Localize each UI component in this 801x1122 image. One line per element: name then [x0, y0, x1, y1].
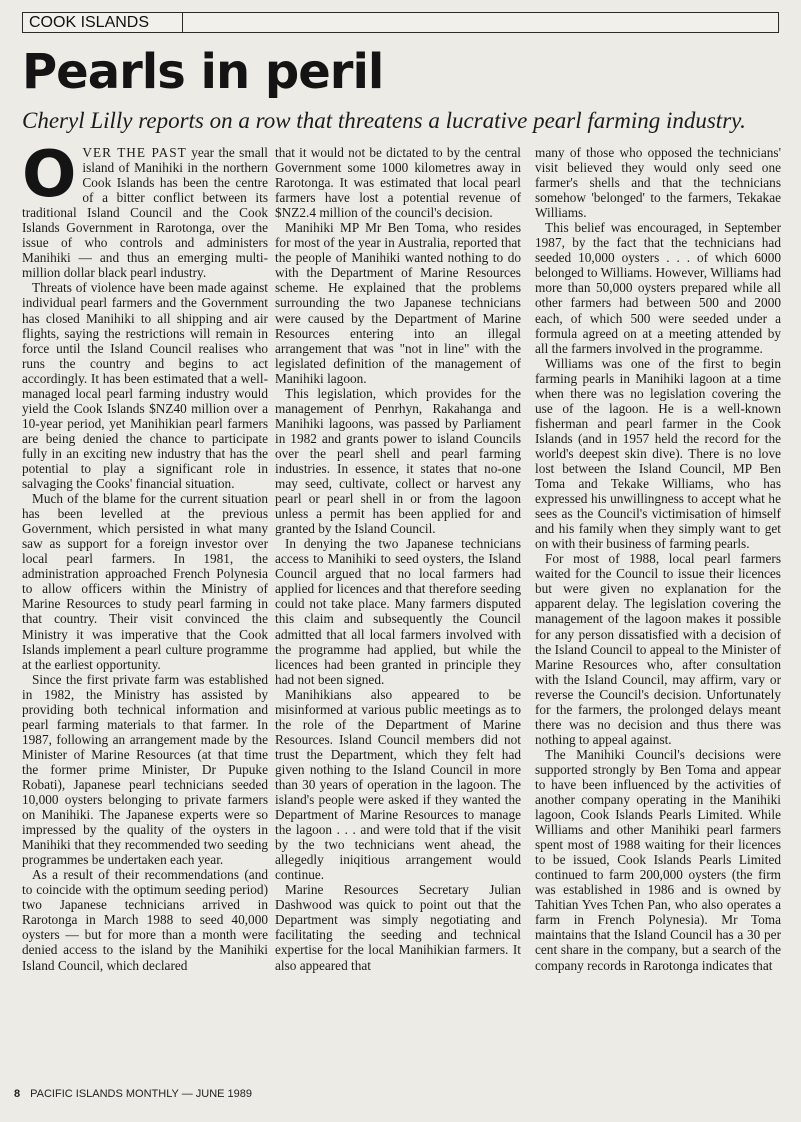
article-column-3 [535, 145, 781, 1079]
paragraph: Threats of violence have been made against individual pearl farmers and the Government has closed Manihiki to all shipping and air flights, saying the restrictions will remain in force until the Island Council realises who runs the country and begins to act accordingly. It has been estimated that a well-managed local pearl farming industry would yield the Cook Islands $NZ40 million over a 10-year period, yet Manihikian pearl farmers are being denied the chance to participate fully in an exciting new industry that has the potential to play a significant role in salvaging the Cooks' financial situation. [22, 280, 268, 492]
paragraph: Manihikians also appeared to be misinformed at various public meetings as to the role of the Department of Marine Resources. Island Council members did not trust the Department, which they felt had given nothing to the Island Council in more than 30 years of operation in the lagoon. The island's people were asked if they wanted the Department of Marine Resources to manage the lagoon . . . and were told that if the visit by the two technicians went ahead, the allegedly iniqitious arrangement would continue. [275, 686, 521, 883]
standfirst: Cheryl Lilly reports on a row that threatens a lucrative pearl farming industry. [22, 108, 746, 133]
section-bar [22, 12, 779, 33]
paragraph: Manihiki MP Mr Ben Toma, who resides for most of the year in Australia, reported that the people of Manihiki wanted nothing to do with the Department of Marine Resources scheme. He explained that the problems surrounding the two Japanese technicians were caused by the Department of Marine Resources entering into an illegal arrangement that was "not in line" with the legislated definition of the management of Manihiki lagoon. [275, 220, 521, 386]
paragraph: As a result of their recommendations (and to coincide with the optimum seeding period) two Japanese technicians arrived in Rarotonga in March 1988 to seed 40,000 oysters — but for more than a month were denied access to the island by the Manihiki Island Council, which declared [22, 867, 268, 973]
article-column-1 [22, 145, 268, 1079]
paragraph: This belief was encouraged, in September 1987, by the fact that the technicians had seeded 10,000 oysters . . . of which 6000 belonged to Williams. However, Williams had more than 50,000 oysters prepared while all other farmers had between 500 and 2000 each, of which 500 were seeded under a formula agreed on at a meeting attended by all the farmers involved in the programme. [535, 220, 781, 356]
publication-line: PACIFIC ISLANDS MONTHLY — JUNE 1989 [30, 1088, 253, 1100]
paragraph: that it would not be dictated to by the central Government some 1000 kilometres away in Rarotonga. It was estimated that local pearl farmers have lost a potential revenue of $NZ2.4 million of the council's decision. [275, 145, 521, 221]
article-column-2 [275, 145, 521, 1079]
paragraph: Marine Resources Secretary Julian Dashwood was quick to point out that the Department was simply negotiating and facilitating the seeding and technical expertise for the local Manihikian farmers. It also appeared that [275, 882, 521, 973]
paragraph: For most of 1988, local pearl farmers waited for the Council to issue their licences but were given no explanation for the apparent delay. The legislation covering the management of the lagoon makes it possible for any person dissatisfied with a decision of the Island Council to appeal to the Minister of Marine Resources who, after consultation with the Island Council, may affirm, vary or reverse the Council's decision. Unfortunately for the farmers, the prolonged delays meant there was no decision and thus there was nothing to appeal against. [535, 551, 781, 747]
lead-small-caps: VER THE PAST [82, 145, 187, 160]
paragraph: Much of the blame for the current situation has been levelled at the previous Government, which persisted in what many saw as support for a foreign investor over local pearl farmers. In 1981, the administration approached French Polynesia to allow officers within the Ministry of Marine Resources to study pearl farming in that country. Their visit convinced the Ministry it was imperative that the Cook Islands implement a pearl culture programme at the earliest opportunity. [22, 491, 268, 672]
page-footer [14, 1088, 252, 1100]
section-label: COOK ISLANDS [23, 13, 183, 32]
paragraph: In denying the two Japanese technicians access to Manihiki to seed oysters, the Island Council argued that no local farmers had applied for licences and that therefore seeding could not take place. Many farmers disputed this claim and subsequently the Council admitted that all local farmers involved with the programme had applied, but while the licences had been granted in principle they had not been signed. [275, 536, 521, 687]
paragraph: The Manihiki Council's decisions were supported strongly by Ben Toma and appear to have been influenced by the activities of another company operating in the Manihiki lagoon, Cook Islands Pearls Limited. While Williams and other Manihiki pearl farmers spent most of 1988 waiting for their licences to be issued, Cook Islands Pearls Limited continued to farm 200,000 oysters (the firm was established in 1986 and is owned by Tahitian Yves Tchen Pan, who also operates a farm in French Polynesia). Mr Toma maintains that the Island Council has a 30 per cent share in the company, but a search of the company records in Rarotonga indicates that [535, 746, 781, 973]
page-number: 8 [14, 1088, 21, 1100]
paragraph: many of those who opposed the technicians' visit believed they would only seed one farmer's shells and that the technicians somehow 'belonged' to the farmers, Tekakae Williams. [535, 145, 781, 221]
paragraph: Williams was one of the first to begin farming pearls in Manihiki lagoon at a time when there was no legislation covering the use of the lagoon. He is a well-known fisherman and pearl farmer in the Cook Islands (and in 1957 held the record for the world's deepest skin dive). There is no love lost between the Island Council, MP Ben Toma and Tekake Williams, who has expressed his unwillingness to accept what he sees as the Council's victimisation of himself and his family when they simply want to get on with their business of farming pearls. [535, 355, 781, 552]
headline: Pearls in peril [22, 44, 384, 100]
paragraph: Since the first private farm was established in 1982, the Ministry has assisted by providing both technical information and pearl farming materials to that farmer. In 1987, following an arrangement made by the Minister of Marine Resources (at that time the former prime Minister, Dr Pupuke Robati), Japanese pearl technicians seeded 10,000 oysters belonging to private farmers on Manihiki. The Japanese experts were so impressed by the quality of the oysters in Manihiki that they recommended two seeding programmes be undertaken each year. [22, 671, 268, 868]
lead-paragraph [22, 145, 268, 280]
drop-cap: O [22, 145, 77, 212]
paragraph: year the small island of Manihiki in the northern Cook Islands has been the centre of a bitter conflict between its traditional Island Council and the Cook Islands Government in Rarotonga, over the issue of who controls and administers Manihiki — and thus an emerging multi-million dollar black pearl industry. [22, 145, 268, 281]
paragraph: This legislation, which provides for the management of Penrhyn, Rakahanga and Manihiki lagoons, was passed by Parliament in 1982 and grants power to island Councils over the pearl shell and pearl farming industries. In essence, it states that no-one may seed, cultivate, collect or harvest any pearl or pearl shell in or from the lagoon unless a permit has been applied for and granted by the Island Council. [275, 385, 521, 537]
